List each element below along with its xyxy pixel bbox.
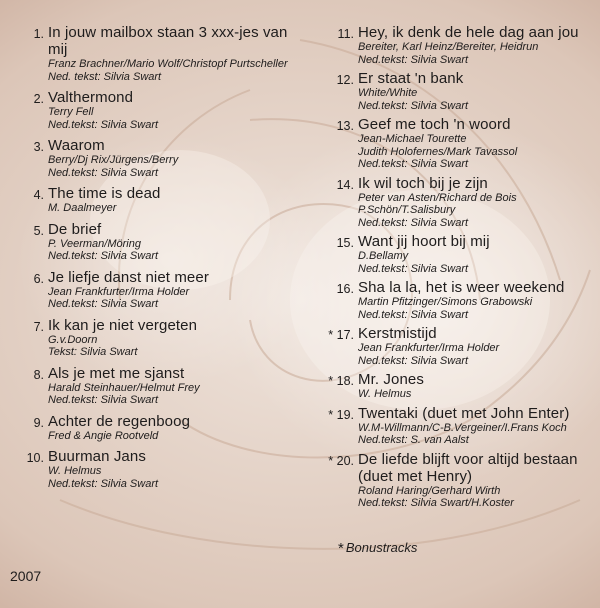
track-credit: Judith Holofernes/Mark Tavassol [358, 145, 518, 158]
track-title: Ik kan je niet vergeten [48, 316, 198, 334]
track-credit: Ned.tekst: S. van Aalst [358, 434, 469, 446]
track-title: De brief [48, 220, 102, 238]
track-item [8, 317, 308, 359]
track-number: 13. [336, 119, 354, 133]
track-title: Er staat 'n bank [358, 70, 464, 87]
track-item [318, 24, 598, 66]
track-title: Kerstmistijd [358, 325, 437, 342]
track-number: 5. [33, 223, 44, 238]
track-credit: Ned.tekst: Silvia Swart [48, 250, 159, 262]
track-item [318, 116, 598, 171]
track-number: * 19. [328, 407, 354, 422]
track-item [318, 405, 598, 447]
track-title: The time is dead [48, 185, 161, 202]
track-number: 1. [33, 27, 44, 41]
track-title: Sha la la, het is weer weekend [358, 279, 565, 296]
track-item [8, 24, 308, 83]
track-credit: Ned.tekst: Silvia Swart [48, 166, 159, 179]
track-credit: Martin Pfitzinger/Simons Grabowski [358, 296, 533, 308]
track-number: 10. [26, 451, 44, 465]
track-item [8, 448, 308, 490]
track-number: 3. [33, 140, 44, 154]
track-credit: Ned.tekst: Silvia Swart [358, 262, 469, 275]
track-credit: W. Helmus [48, 465, 102, 477]
track-credit: P.Schön/T.Salisbury [358, 204, 456, 216]
bonus-label: Bonustracks [345, 540, 418, 555]
track-credit: Ned.tekst: Silvia Swart [358, 53, 469, 66]
track-item [318, 233, 598, 275]
track-item [318, 451, 598, 510]
track-item [8, 89, 308, 131]
track-title: Hey, ik denk de hele dag aan jou [358, 24, 579, 41]
track-item [318, 175, 598, 230]
track-title: In jouw mailbox staan 3 xxx-jes van mij [48, 24, 288, 58]
track-credit: D.Bellamy [358, 250, 409, 262]
track-credit: Franz Brachner/Mario Wolf/Christopf Purtscheller [48, 58, 288, 70]
track-credit: Terry Fell [48, 106, 94, 118]
bonus-asterisk: * [338, 540, 344, 557]
track-credit: P. Veerman/Möring [48, 237, 141, 250]
track-number: 11. [337, 27, 354, 41]
track-item [8, 365, 308, 407]
bonus-note [338, 540, 417, 557]
track-number: 4. [33, 188, 44, 202]
track-credit: Ned.tekst: Silvia Swart [358, 158, 469, 170]
track-credit: Ned.tekst: Silvia Swart [358, 99, 469, 112]
track-title: Waarom [48, 137, 105, 154]
track-credit: Berry/Dj Rix/Jürgens/Berry [48, 154, 179, 166]
track-number: 12. [336, 73, 354, 87]
track-number: 6. [33, 271, 44, 286]
track-credit: Ned.tekst: Silvia Swart [48, 394, 159, 406]
track-credit: Bereiter, Karl Heinz/Bereiter, Heidrun [358, 41, 539, 53]
track-item [8, 137, 308, 179]
track-credit: Harald Steinhauer/Helmut Frey [48, 381, 200, 394]
track-title: Want jij hoort bij mij [358, 233, 490, 250]
track-title: Geef me toch 'n woord [358, 116, 511, 133]
track-item [8, 269, 308, 311]
tracklist-right [318, 24, 598, 514]
track-credit: Ned.tekst: Silvia Swart [48, 298, 159, 310]
track-number: 8. [33, 367, 44, 382]
track-credit: G.v.Doorn [48, 333, 98, 346]
track-credit: White/White [358, 87, 418, 99]
track-title: Als je met me sjanst [48, 364, 185, 382]
track-title: Buurman Jans [48, 448, 146, 465]
track-credit: Ned.tekst: Silvia Swart [358, 308, 469, 321]
track-credit: Peter van Asten/Richard de Bois [358, 191, 517, 204]
track-item [8, 185, 308, 215]
track-item [318, 70, 598, 112]
track-title: Je liefje danst niet meer [48, 268, 209, 286]
track-credit: Ned. tekst: Silvia Swart [48, 70, 162, 83]
track-item [318, 325, 598, 367]
track-credit: Ned.tekst: Silvia Swart [358, 354, 469, 367]
track-title: De liefde blijft voor altijd bestaan (duet met Henry) [358, 450, 578, 485]
track-credit: Jean-Michael Tourette [358, 133, 467, 145]
track-credit: W. Helmus [358, 388, 412, 400]
tracklist-left [8, 24, 308, 496]
track-item [8, 413, 308, 443]
release-year: 2007 [10, 568, 42, 584]
track-title: Mr. Jones [358, 371, 424, 388]
track-credit: Jean Frankfurter/Irma Holder [358, 342, 500, 354]
track-number: 14. [336, 177, 354, 192]
track-number: * 17. [328, 328, 354, 342]
track-number: 15. [336, 236, 354, 250]
track-title: Twentaki (duet met John Enter) [358, 404, 570, 422]
track-number: * 20. [328, 453, 354, 468]
track-credit: Tekst: Silvia Swart [48, 346, 138, 358]
track-credit: Fred & Angie Rootveld [48, 429, 159, 442]
track-item [8, 221, 308, 263]
track-title: Achter de regenboog [48, 412, 191, 430]
track-credit: Ned.tekst: Silvia Swart [48, 477, 159, 490]
track-item [318, 371, 598, 401]
track-credit: Ned.tekst: Silvia Swart [358, 216, 469, 229]
track-number: 16. [336, 282, 354, 296]
track-credit: M. Daalmeyer [48, 202, 117, 214]
track-credit: Jean Frankfurter/Irma Holder [48, 285, 190, 298]
track-number: 7. [33, 319, 44, 334]
track-title: Ik wil toch bij je zijn [358, 174, 488, 192]
track-number: 9. [33, 415, 44, 430]
track-credit: Ned.tekst: Silvia Swart [48, 118, 159, 131]
track-credit: Roland Haring/Gerhard Wirth [358, 484, 501, 497]
track-number: * 18. [328, 374, 354, 388]
track-number: 2. [33, 92, 44, 106]
track-credit: W.M-Willmann/C-B.Vergeiner/I.Frans Koch [358, 421, 567, 434]
track-credit: Ned.tekst: Silvia Swart/H.Koster [358, 497, 514, 509]
track-item [318, 279, 598, 321]
track-title: Valthermond [48, 89, 134, 106]
